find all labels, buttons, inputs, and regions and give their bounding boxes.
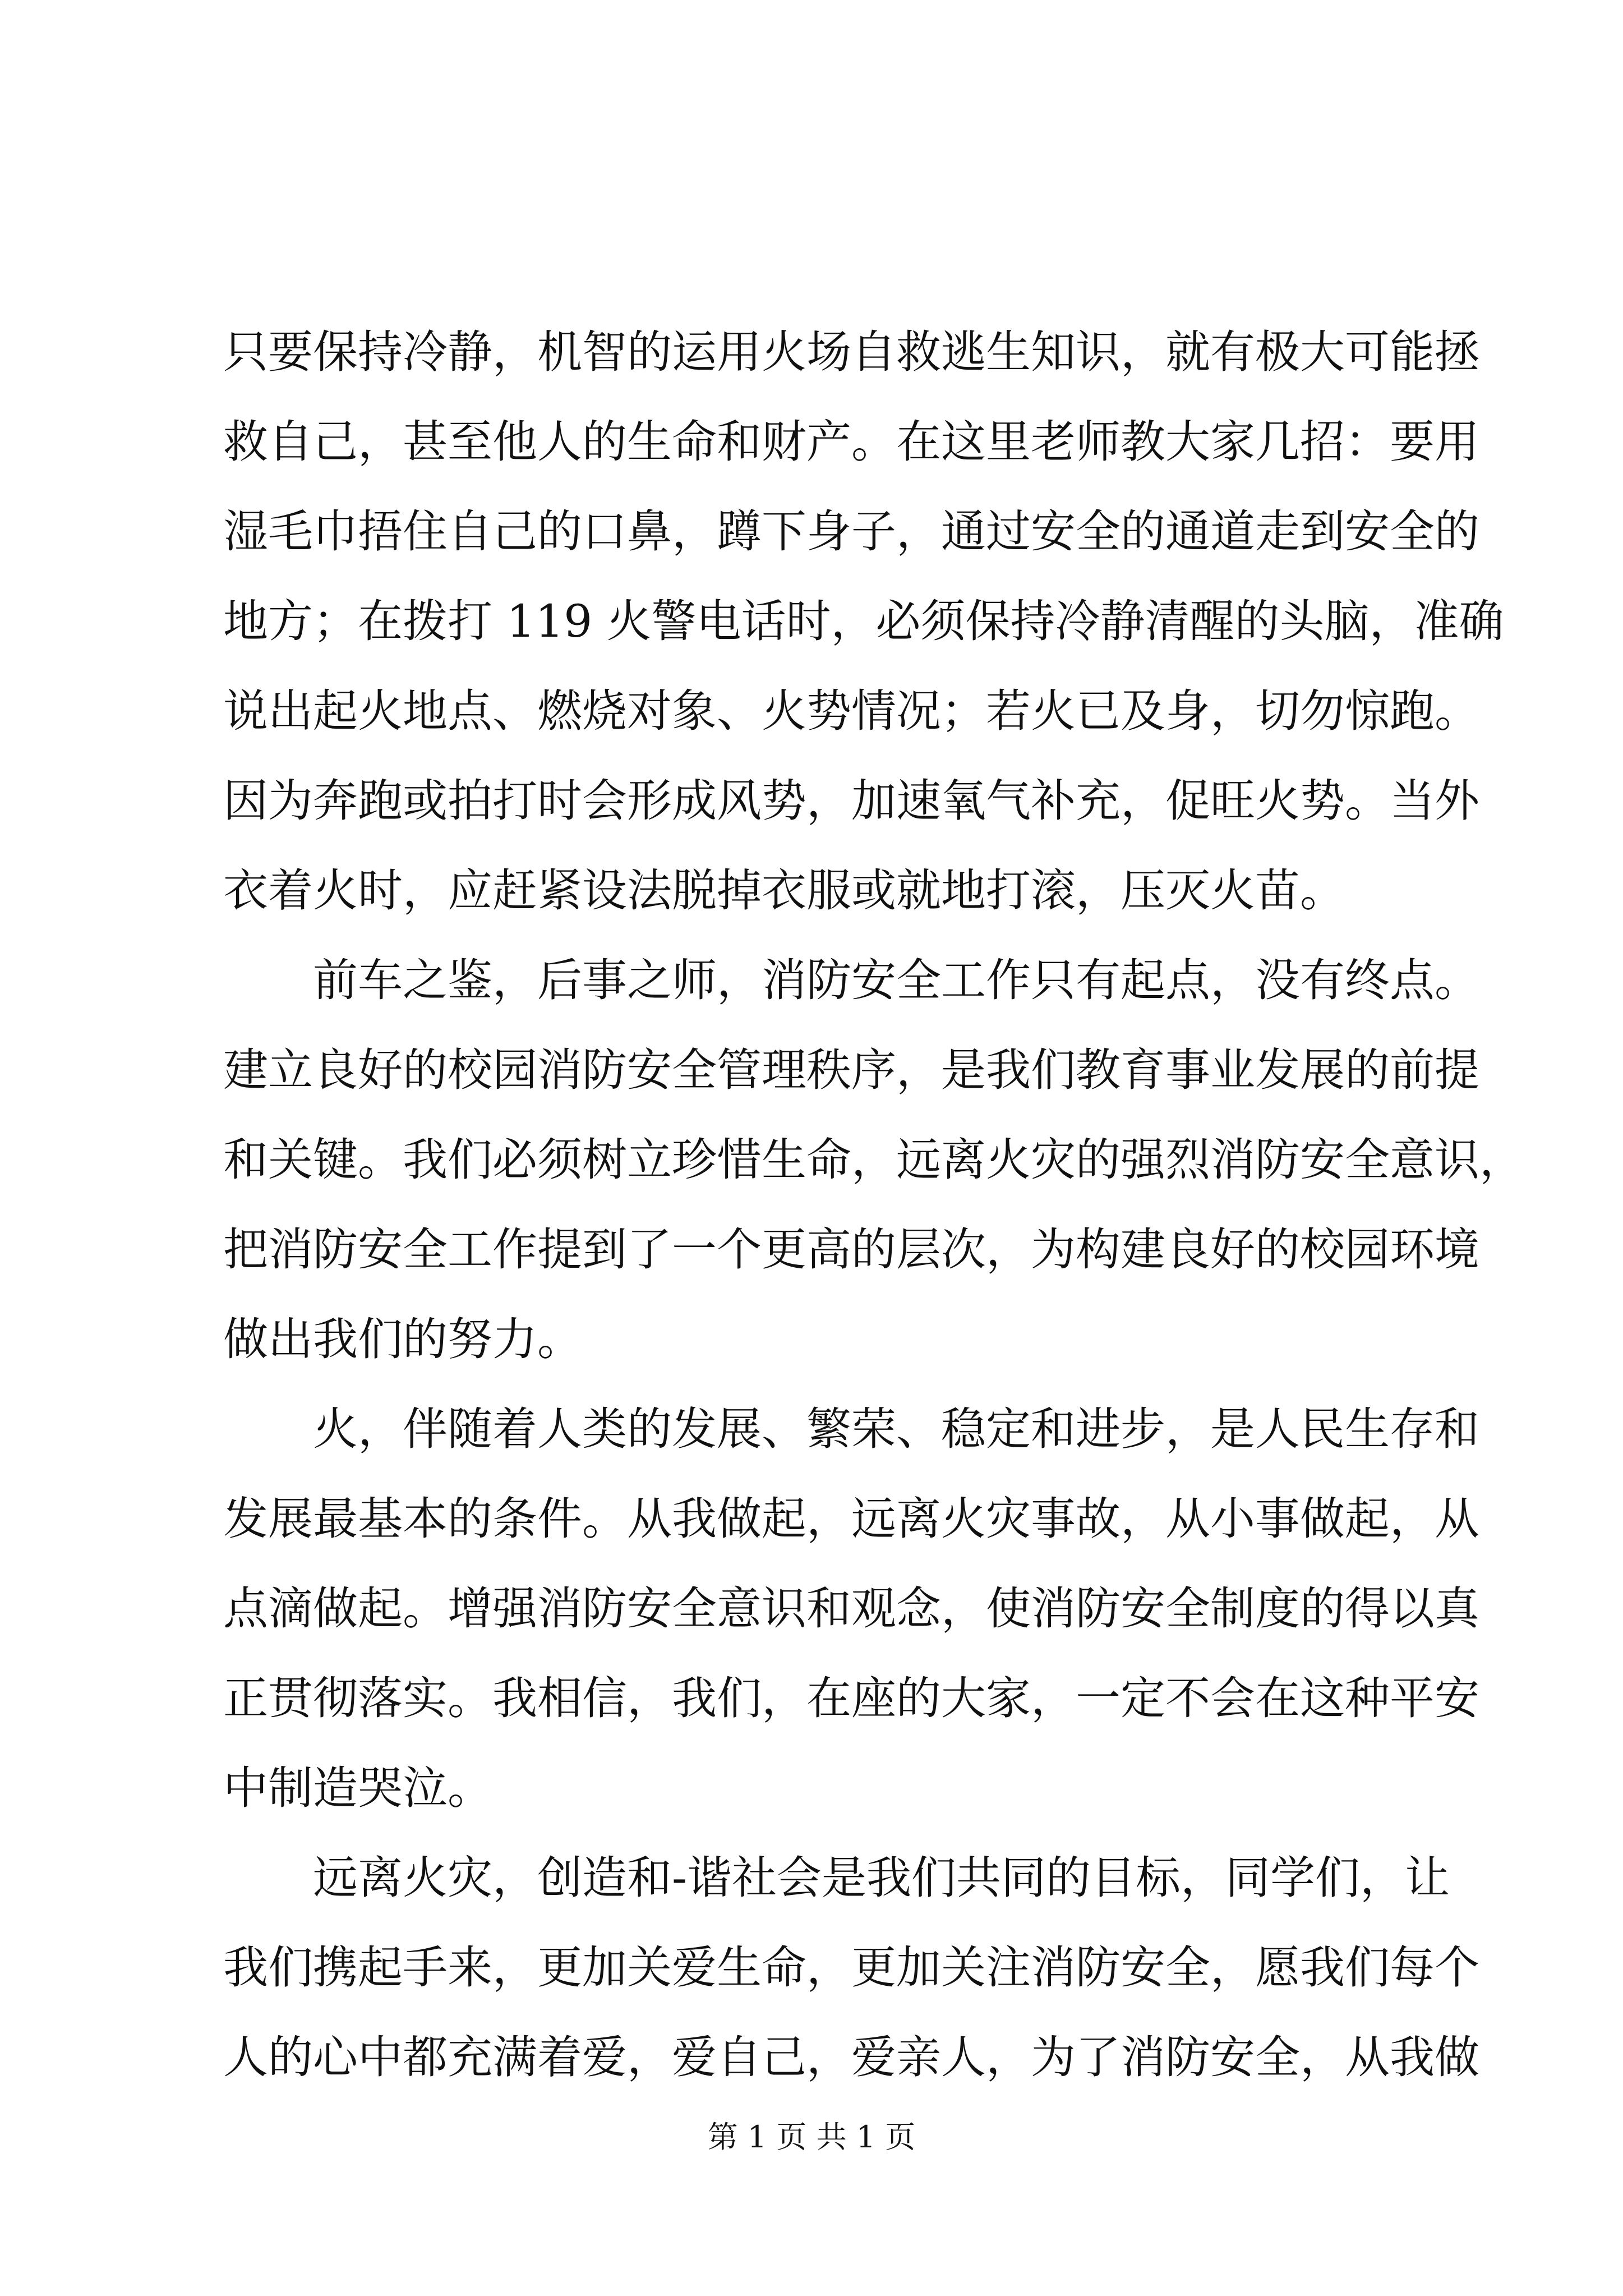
text-line: 中制造哭泣。 (223, 1762, 492, 1814)
text-line: 前车之鉴，后事之师，消防安全工作只有起点，没有终点。 (313, 954, 1479, 1006)
text-line: 湿毛巾捂住自己的口鼻，蹲下身子，通过安全的通道走到安全的 (223, 505, 1479, 558)
text-line: 正贯彻落实。我相信，我们，在座的大家，一定不会在这种平安 (223, 1672, 1479, 1724)
text-line: 远离火灾，创造和-谐社会是我们共同的目标，同学们，让 (313, 1852, 1450, 1904)
text-line: 做出我们的努力。 (223, 1313, 582, 1365)
text-line: 人的心中都充满着爱，爱自己，爱亲人，为了消防安全，从我做 (223, 2031, 1479, 2083)
text-line: 和关键。我们必须树立珍惜生命，远离火灾的强烈消防安全意识， (223, 1134, 1524, 1186)
text-line: 救自己，甚至他人的生命和财产。在这里老师教大家几招：要用 (223, 416, 1479, 468)
text-line: 点滴做起。增强消防安全意识和观念，使消防安全制度的得以真 (223, 1582, 1479, 1635)
text-line: 说出起火地点、燃烧对象、火势情况；若火已及身，切勿惊跑。 (223, 685, 1479, 737)
page-footer: 第 1 页 共 1 页 (707, 2119, 916, 2155)
text-line: 火，伴随着人类的发展、繁荣、稳定和进步，是人民生存和 (313, 1403, 1479, 1455)
text-line: 我们携起手来，更加关爱生命，更加关注消防安全，愿我们每个 (223, 1941, 1479, 1994)
text-line: 把消防安全工作提到了一个更高的层次，为构建良好的校园环境 (223, 1223, 1479, 1276)
text-line: 只要保持冷静，机智的运用火场自救逃生知识，就有极大可能拯 (223, 326, 1479, 378)
text-line: 因为奔跑或拍打时会形成风势，加速氧气补充，促旺火势。当外 (223, 775, 1479, 827)
document-body (223, 307, 1524, 2102)
text-line: 发展最基本的条件。从我做起，远离火灾事故，从小事做起，从 (223, 1493, 1479, 1545)
text-line: 建立良好的校园消防安全管理秩序，是我们教育事业发展的前提 (223, 1044, 1479, 1096)
text-line: 地方；在拨打 119 火警电话时，必须保持冷静清醒的头脑，准确 (223, 595, 1504, 647)
text-line: 衣着火时，应赶紧设法脱掉衣服或就地打滚，压灭火苗。 (223, 864, 1345, 917)
